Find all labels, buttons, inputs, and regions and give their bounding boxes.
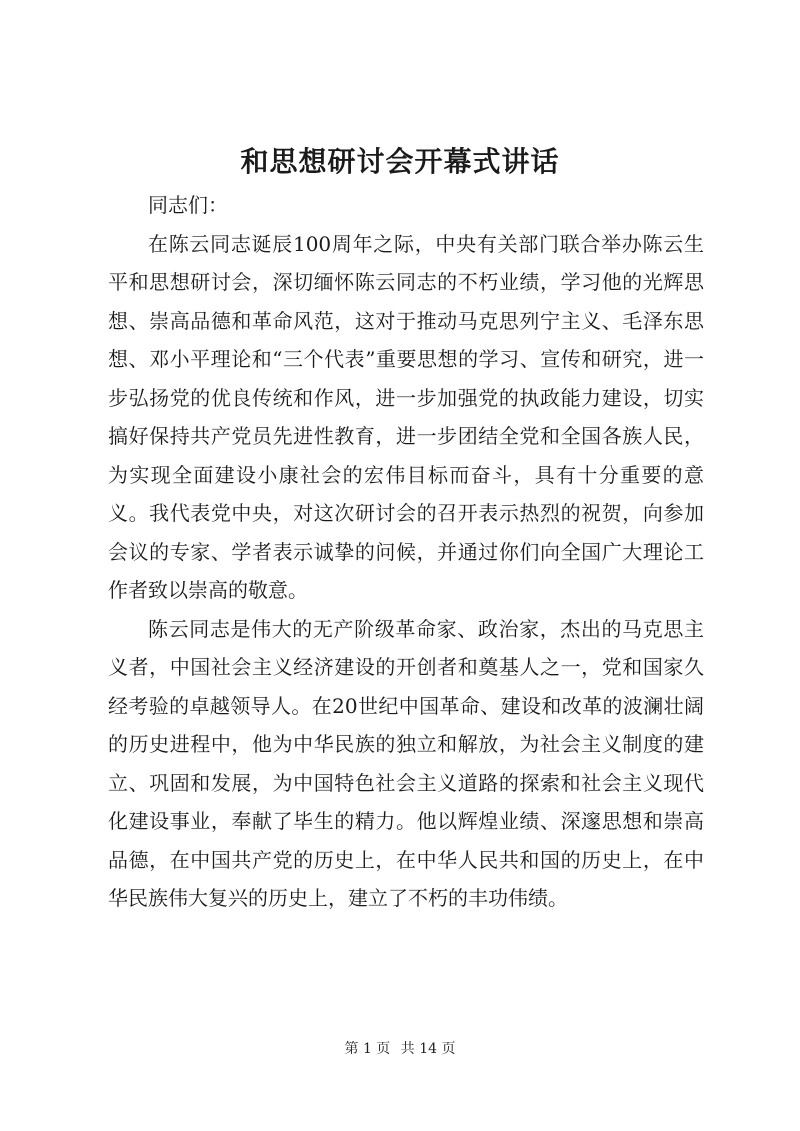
page-footer (0, 1039, 800, 1059)
salutation: 同志们： (148, 193, 228, 217)
page-number: 第 1 页 (344, 1041, 391, 1057)
page-title: 和思想研讨会开幕式讲话 (240, 145, 560, 178)
page-total: 共 14 页 (400, 1041, 456, 1057)
paragraph-2: 陈云同志是伟大的无产阶级革命家、政治家，杰出的马克思主义者，中国社会主义经济建设的开创者和奠基人之一，党和国家久经考验的卓越领导人。在20世纪中国革命、建设和改革的波澜壮阔的历史进程中，他为中华民族的独立和解放，为社会主义制度的建立、巩固和发展，为中国特色社会主义道路的探索和社会主义现代化建设事业，奉献了毕生的精力。他以辉煌业绩、深邃思想和崇高品德，在中国共产党的历史上，在中华人民共和国的历史上，在中华民族伟大复兴的历史上，建立了不朽的丰功伟绩。 (108, 616, 704, 910)
document-body (108, 186, 704, 918)
paragraph-1: 在陈云同志诞辰100周年之际，中央有关部门联合举办陈云生平和思想研讨会，深切缅怀陈云同志的不朽业绩，学习他的光辉思想、崇高品德和革命风范，这对于推动马克思列宁主义、毛泽东思想、邓小平理论和“三个代表”重要思想的学习、宣传和研究，进一步弘扬党的优良传统和作风，进一步加强党的执政能力建设，切实搞好保持共产党员先进性教育，进一步团结全党和全国各族人民，为实现全面建设小康社会的宏伟目标而奋斗，具有十分重要的意义。我代表党中央，对这次研讨会的召开表示热烈的祝贺，向参加会议的专家、学者表示诚挚的问候，并通过你们向全国广大理论工作者致以崇高的敬意。 (108, 231, 704, 602)
